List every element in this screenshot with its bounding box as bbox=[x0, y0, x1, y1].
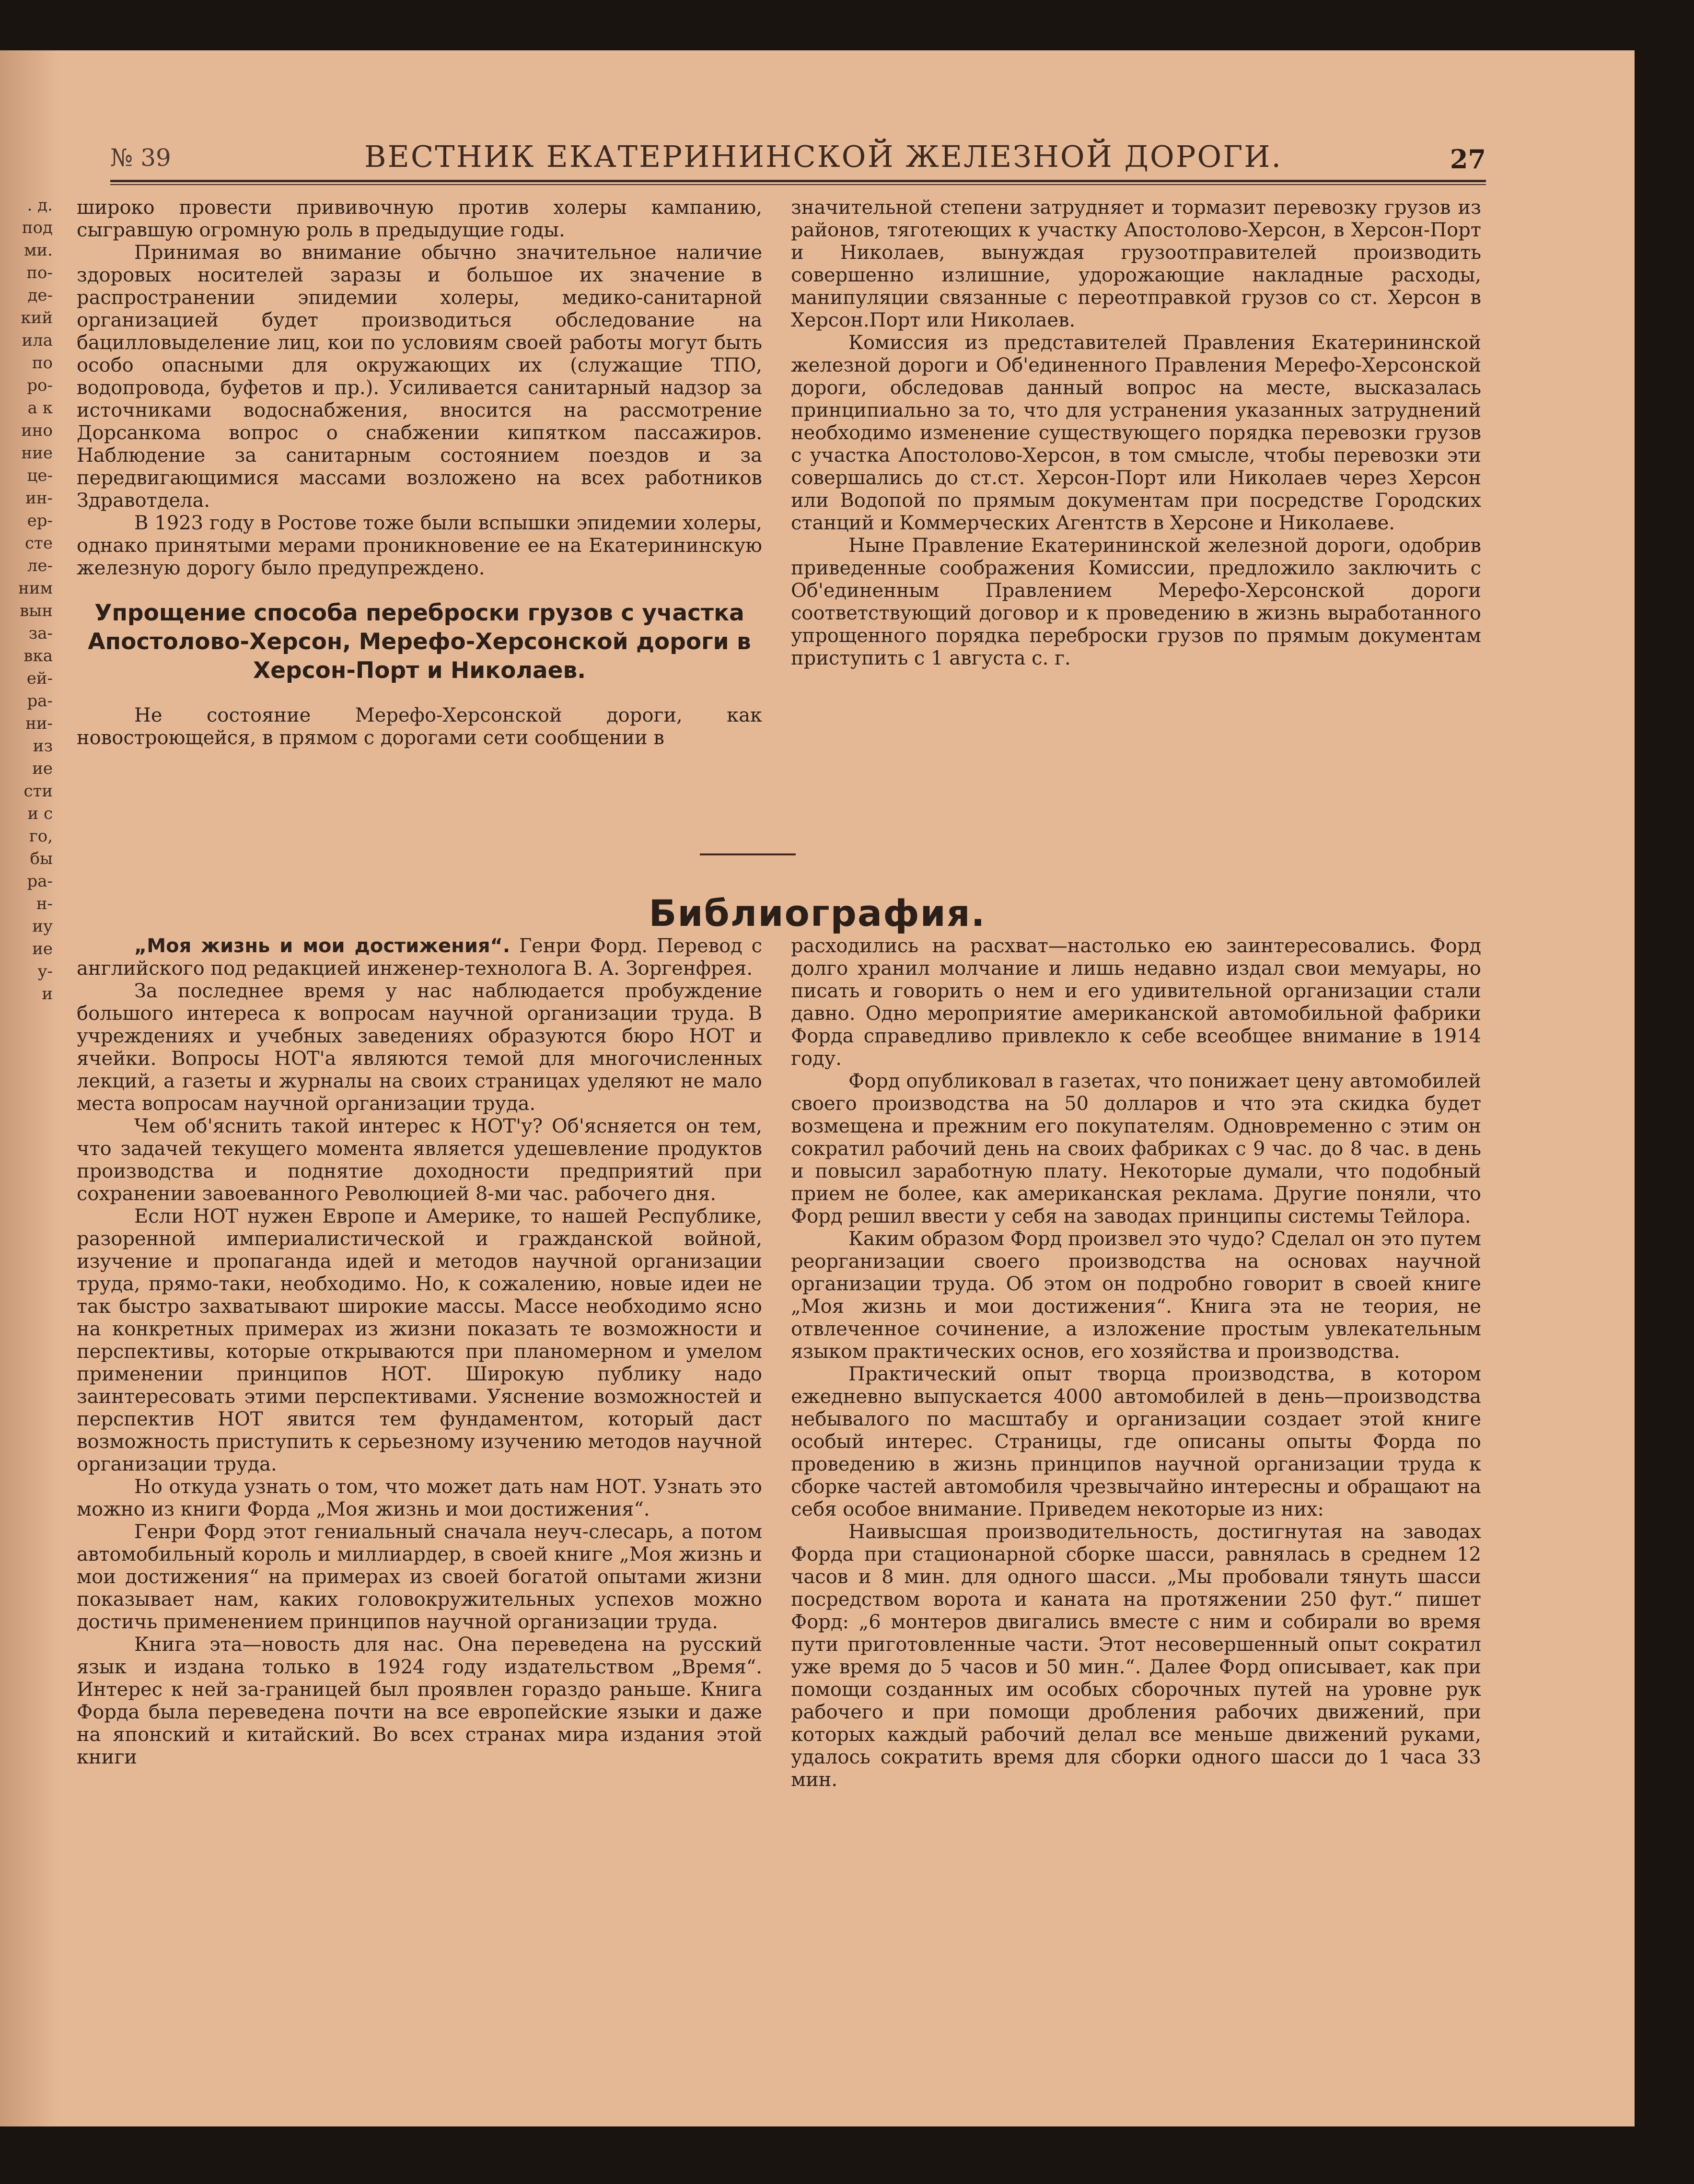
book-citation bbox=[77, 935, 762, 980]
section-divider bbox=[700, 853, 796, 855]
paragraph: Ныне Правление Екатерининской железной дороги, одобрив приведенные соображения Комиссии, предложило заключить с Об'единенным Правлением Мерефо-Херсонской дороги соответствующий договор и к проведению в жизнь выработанного упрощенного порядка переброски грузов по прямым документам приступить с 1 августа с. г. bbox=[791, 535, 1481, 669]
issue-number: № 39 bbox=[110, 144, 171, 172]
paragraph: За последнее время у нас наблюдается пробуждение большого интереса к вопросам научной организации труда. В учреждениях и учебных заведениях образуются бюро НОТ и ячейки. Вопросы НОТ'а являются темой для многочисленных лекций, а газеты и журналы на своих страницах уделяют не мало места вопросам научной организации труда. bbox=[77, 980, 762, 1115]
paragraph: Комиссия из представителей Правления Екатерининской железной дороги и Об'единенного Правления Мерефо-Херсонской дороги, обследовав данный вопрос на месте, высказалась принципиально за то, что для устранения указанных затруднений необходимо изменение существующего порядка перевозки грузов с участка Апостолово-Херсон, в том смысле, чтобы перевозки эти совершались до ст.ст. Херсон-Порт или Николаев через Херсон или Водопой по прямым документам при посредстве Городских станций и Коммерческих Агентств в Херсоне и Николаеве. bbox=[791, 332, 1481, 534]
paragraph: Наивысшая производительность, достигнутая на заводах Форда при стационарной сборке шасси, равнялась в среднем 12 часов и 8 мин. для одного шасси. „Мы пробовали тянуть шасси посредством ворота и каната на протяжении 250 фут.“ пишет Форд: „6 монтеров двигались вместе с ним и собирали во время пути приготовленные части. Этот несовершенный опыт сократил уже время до 5 часов и 50 мин.“. Далее Форд описывает, как при помощи созданных им особых сборочных путей на уровне рук рабочего и при помощи дробления рабочих движений, при которых каждый рабочий делал все меньше движений руками, удалось сократить время для сборки одного шасси до 1 часа 33 мин. bbox=[791, 1521, 1481, 1791]
paragraph: Если НОТ нужен Европе и Америке, то нашей Республике, разоренной империалистической и гражданской войной, изучение и пропаганда идей и методов научной организации труда, прямо-таки, необходимо. Но, к сожалению, новые идеи не так быстро захватывают широкие массы. Массе необходимо ясно на конкретных примерах из жизни показать те возможности и перспективы, которые открываются при планомерном и умелом применении принципов НОТ. Широкую публику надо заинтересовать этими перспективами. Уяснение возможностей и перспектив НОТ явится тем фундаментом, который даст возможность приступить к серьезному изучению методов научной организации труда. bbox=[77, 1205, 762, 1475]
paragraph: В 1923 году в Ростове тоже были вспышки эпидемии холеры, однако принятыми мерами проникновение ее на Екатерининскую железную дорогу было предупреждено. bbox=[77, 512, 762, 579]
column-left-bottom bbox=[77, 935, 762, 1769]
paragraph: Чем об'яснить такой интерес к НОТ'у? Об'ясняется он тем, что задачей текущего момента является удешевление продуктов производства и поднятие доходности предприятий при сохранении завоеванного Революцией 8-ми час. рабочего дня. bbox=[77, 1115, 762, 1205]
paragraph: Генри Форд этот гениальный сначала неуч-слесарь, а потом автомобильный король и миллиардер, в своей книге „Моя жизнь и мои достижения“ на примерах из своей богатой опытами жизни показывает нам, каких головокружительных успехов можно достичь применением принципов научной организации труда. bbox=[77, 1521, 762, 1633]
adjacent-page-text: . д. под ми. по- де- кий ила по ро- а к ино ние це- ин- ер- сте ле- ним вын за- вка ей- ра- ни- из ие сти и с го, бы ра- н- иу ие у- и bbox=[18, 196, 53, 1004]
journal-title: ВЕСТНИК ЕКАТЕРИНИНСКОЙ ЖЕЛЕЗНОЙ ДОРОГИ. bbox=[364, 139, 1283, 174]
paragraph: Книга эта—новость для нас. Она переведена на русский язык и издана только в 1924 году издательством „Время“. Интерес к ней за-границей был проявлен гораздо раньше. Книга Форда была переведена почти на все европейские языки и даже на японский и китайский. Во всех странах мира издания этой книги bbox=[77, 1634, 762, 1768]
section-title: Библиография. bbox=[649, 892, 986, 934]
paragraph: Форд опубликовал в газетах, что понижает цену автомобилей своего производства на 50 долларов и что эта скидка будет возмещена и прежним его покупателям. Одновременно с этим он сократил рабочий день на своих фабриках с 9 час. до 8 час. в день и повысил заработную плату. Некоторые думали, что подобный прием не более, как американская реклама. Другие поняли, что Форд решил ввести у себя на заводах принципы системы Тейлора. bbox=[791, 1070, 1481, 1227]
paragraph: Каким образом Форд произвел это чудо? Сделал он это путем реорганизации своего производства на основах научной организации труда. Об этом он подробно говорит в своей книге „Моя жизнь и мои достижения“. Книга эта не теория, не отвлеченное сочинение, а изложение простым увлекательным языком практических основ, его хозяйства и производства. bbox=[791, 1228, 1481, 1363]
column-right-top bbox=[791, 197, 1481, 670]
paragraph: Принимая во внимание обычно значительное наличие здоровых носителей заразы и большое их значение в распространении эпидемии холеры, медико-санитарной организацией будет производиться обследование на бацилловыделение лиц, кои по условиям своей работы могут быть особо опасными для окружающих их (служащие ТПО, водопровода, буфетов и пр.). Усиливается санитарный надзор за источниками водоснабжения, вносится на рассмотрение Дорсанкома вопрос о снабжении кипятком пассажиров. Наблюдение за санитарным состоянием поездов и за передвигающимися массами возложено на всех работников Здравотдела. bbox=[77, 242, 762, 512]
article-title: Упрощение способа переброски грузов с участка Апостолово-Херсон, Мерефо-Херсонской дороги в Херсон-Порт и Николаев. bbox=[88, 600, 751, 684]
paragraph: расходились на расхват—настолько ею заинтересовались. Форд долго хранил молчание и лишь недавно издал свои мемуары, но писать и говорить о нем и его удивительной организации стали давно. Одно мероприятие американской автомобильной фабрики Форда справедливо привлекло к себе всеобщее внимание в 1914 году. bbox=[791, 935, 1481, 1070]
column-right-bottom bbox=[791, 935, 1481, 1791]
paragraph: Не состояние Мерефо-Херсонской дороги, как новостроющейся, в прямом с дорогами сети сообщении в bbox=[77, 704, 762, 749]
header-rule bbox=[110, 180, 1486, 185]
column-left-top bbox=[77, 197, 762, 749]
paragraph: Но откуда узнать о том, что может дать нам НОТ. Узнать это можно из книги Форда „Моя жизнь и мои достижения“. bbox=[77, 1476, 762, 1520]
adjacent-page-edge bbox=[0, 50, 58, 2126]
page-header bbox=[110, 139, 1486, 182]
paragraph: значительной степени затрудняет и тормазит перевозку грузов из районов, тяготеющих к участку Апостолово-Херсон, в Херсон-Порт и Николаев, вынуждая грузоотправителей производить совершенно излишние, удорожающие накладные расходы, манипуляции связанные с переотправкой грузов со ст. Херсон в Херсон.Порт или Николаев. bbox=[791, 197, 1481, 331]
paragraph: широко провести прививочную против холеры кампанию, сыгравшую огромную роль в предыдущие годы. bbox=[77, 197, 762, 241]
book-intro: Генри Форд. Перевод с английского под редакцией инженер-технолога В. А. Зоргенфрея. bbox=[77, 935, 762, 980]
paragraph: Практический опыт творца производства, в котором ежедневно выпускается 4000 автомобилей в день—производства небывалого по масштабу и организации создает этой книге особый интерес. Страницы, где описаны опыты Форда по проведению в жизнь принципов научной организации труда к сборке частей автомобиля чрезвычайно интересны и обращают на себя особое внимание. Приведем некоторые из них: bbox=[791, 1363, 1481, 1520]
page-number: 27 bbox=[1450, 144, 1486, 175]
book-title: „Моя жизнь и мои достижения“. bbox=[134, 935, 511, 957]
